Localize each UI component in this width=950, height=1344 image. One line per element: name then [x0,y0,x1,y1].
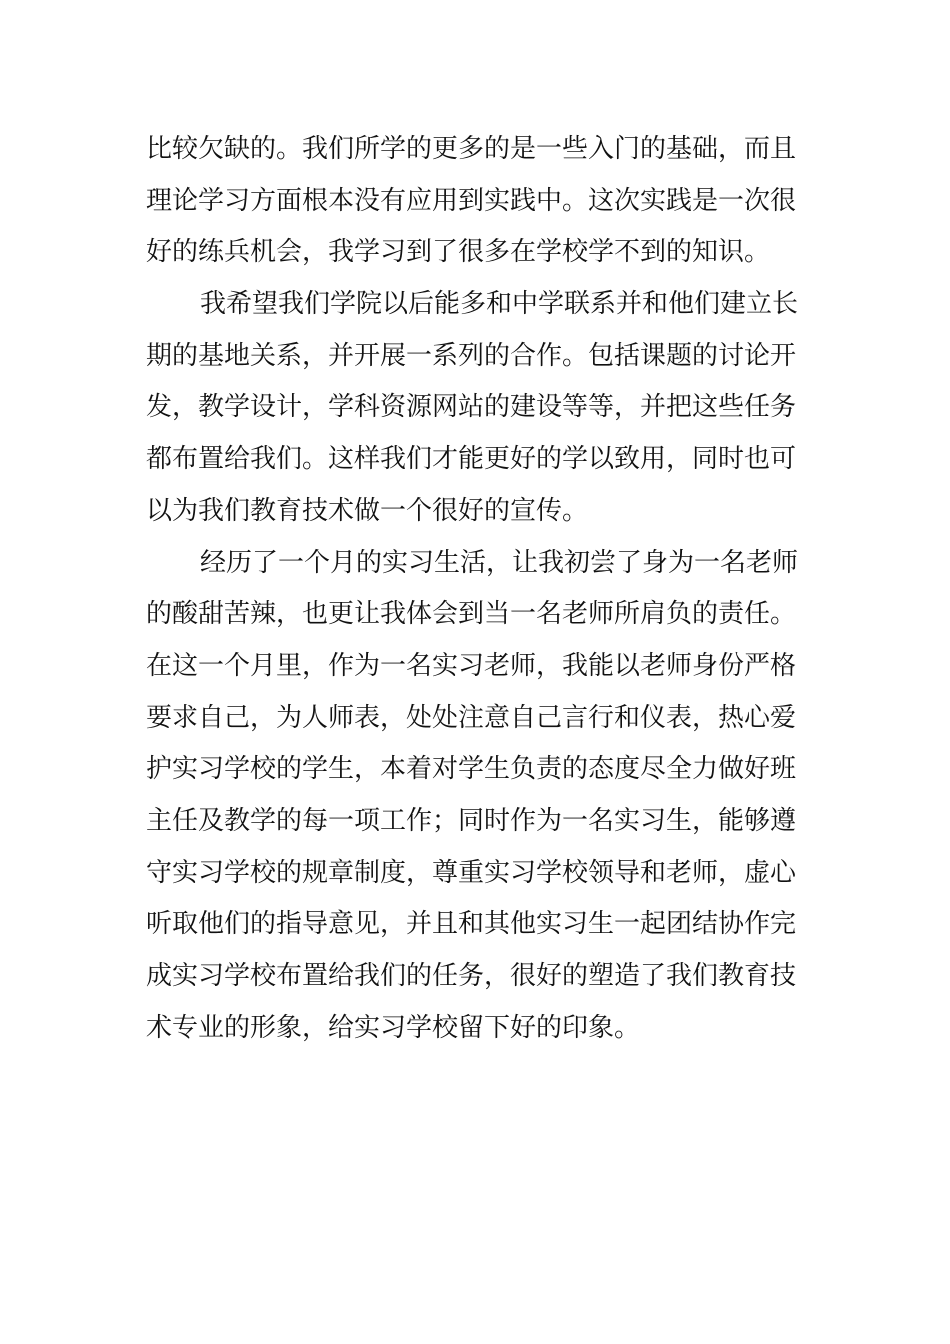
text-line: 好的练兵机会，我学习到了很多在学校学不到的知识。 [146,237,771,268]
text-line: 主任及教学的每一项工作；同时作为一名实习生，能够遵 [146,805,797,836]
text-line: 的酸甜苦辣，也更让我体会到当一名老师所肩负的责任。 [146,599,797,630]
text-line: 以为我们教育技术做一个很好的宣传。 [146,495,589,526]
text-line: 听取他们的指导意见，并且和其他实习生一起团结协作完 [146,909,797,940]
paragraph-1 [146,124,806,279]
body-text [146,124,806,1054]
text-line: 守实习学校的规章制度，尊重实习学校领导和老师，虚心 [146,857,797,888]
text-line: 我希望我们学院以后能多和中学联系并和他们建立长 [200,289,799,320]
text-line: 理论学习方面根本没有应用到实践中。这次实践是一次很 [146,185,797,216]
text-line: 期的基地关系，并开展一系列的合作。包括课题的讨论开 [146,340,797,371]
paragraph-3 [146,538,806,1055]
text-line: 术专业的形象，给实习学校留下好的印象。 [146,1012,641,1043]
text-line: 经历了一个月的实习生活，让我初尝了身为一名老师 [200,547,799,578]
text-line: 在这一个月里，作为一名实习老师，我能以老师身份严格 [146,650,797,681]
text-line: 护实习学校的学生，本着对学生负责的态度尽全力做好班 [146,754,797,785]
text-line: 成实习学校布置给我们的任务，很好的塑造了我们教育技 [146,961,797,991]
text-line: 发，教学设计，学科资源网站的建设等等，并把这些任务 [146,392,797,423]
text-line: 都布置给我们。这样我们才能更好的学以致用，同时也可 [146,444,797,475]
text-line: 要求自己，为人师表，处处注意自己言行和仪表，热心爱 [146,702,797,733]
paragraph-2 [146,279,806,537]
text-line: 比较欠缺的。我们所学的更多的是一些入门的基础，而且 [146,134,797,164]
